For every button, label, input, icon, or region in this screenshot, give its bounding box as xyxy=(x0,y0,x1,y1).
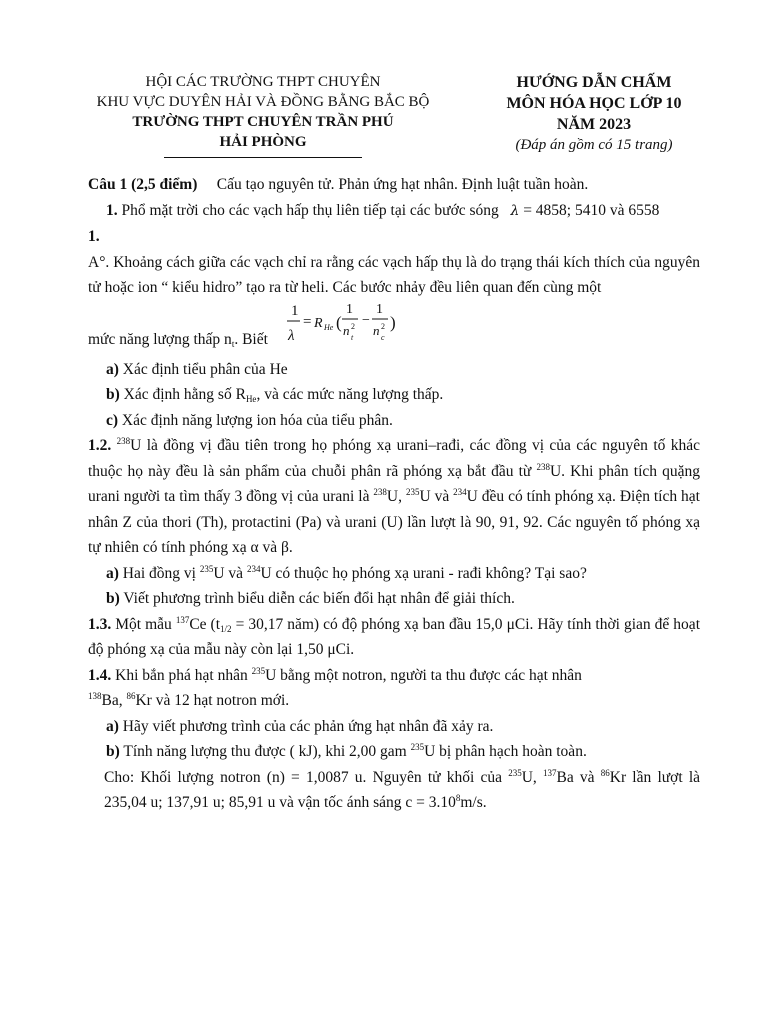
question-1-4-text xyxy=(88,663,700,689)
formula-equals: = xyxy=(303,313,312,330)
sub-item-text: Xác định tiểu phân của He xyxy=(122,360,288,378)
question-1-1-b xyxy=(88,382,700,408)
sub-item-text: Viết phương trình biểu diễn các biến đổi hạt nhân để giải thích. xyxy=(123,590,515,607)
formula-line xyxy=(88,301,700,357)
formula-n-upper: n xyxy=(373,322,380,338)
item-text: U bằng một notron, người ta thu được các hạt nhân xyxy=(265,666,582,684)
sub-item-text: Xác định hằng số R xyxy=(123,386,246,403)
sub-item-label: a) xyxy=(106,564,119,582)
mass-number: 86 xyxy=(600,767,610,778)
city-name: HẢI PHÒNG xyxy=(219,134,307,150)
question-1-4-products xyxy=(88,688,700,714)
item-number: 1. xyxy=(106,201,118,219)
wavelength-values: = 4858; 5410 và 6558 xyxy=(523,201,660,219)
half-life-subscript: 1/2 xyxy=(220,623,232,634)
exponent: 8 xyxy=(455,793,461,803)
subscript-t: t xyxy=(231,339,235,349)
question-1-4-given-data xyxy=(88,765,700,816)
item-number: 1.4. xyxy=(88,666,112,684)
page-count-note: (Đáp án gồm có 15 trang) xyxy=(515,137,673,153)
item-text: U và xyxy=(419,488,450,505)
mass-number: 235 xyxy=(410,742,425,752)
mass-number: 137 xyxy=(175,614,190,625)
mass-number: 235 xyxy=(508,767,522,778)
sub-item-label: a) xyxy=(106,717,119,735)
given-text: Kr lần lượt là 235,04 u; 137,91 u; 85,91 u và vận tốc ánh sáng c = 3.10 xyxy=(104,768,701,811)
item-text: Kr và 12 hạt notron mới. xyxy=(135,692,290,709)
question-1-2-text xyxy=(88,433,700,561)
sub-item-label: c) xyxy=(106,411,119,429)
item-text: U đều có tính phóng xạ. Điện tích hạt nhân Z của thori (Th), protactini (Pa) và urani (U) lần lượt là 90, 91, 92. Các nguyên tố phóng xạ tự nhiên có tính phóng xạ α và β. xyxy=(88,488,700,556)
header-left xyxy=(90,72,436,158)
formula-lead-text xyxy=(88,327,268,353)
school-name: TRƯỜNG THPT CHUYÊN TRẦN PHÚ xyxy=(132,114,394,130)
sub-item-label: b) xyxy=(106,386,120,403)
mass-number: 138 xyxy=(88,691,102,701)
item-number: 1.3. xyxy=(88,615,112,633)
item-text: Ce (t xyxy=(189,615,221,633)
doc-title: HƯỚNG DẪN CHẤM xyxy=(516,74,672,91)
sub-item-label: a) xyxy=(106,360,119,378)
question-1-4-a xyxy=(88,714,700,740)
sub-item-text: U và xyxy=(213,564,244,582)
question-1-4-b xyxy=(88,739,700,765)
given-text-end: m/s. xyxy=(460,794,487,811)
formula-paren-close: ) xyxy=(390,312,396,332)
formula-lead-end: . Biết xyxy=(234,331,268,348)
item-number-repeat: 1. xyxy=(88,228,100,245)
formula-square-1: 2 xyxy=(351,321,355,331)
question-1-2-b xyxy=(88,586,700,612)
sub-item-text: Hai đồng vị xyxy=(122,564,196,582)
header-underline xyxy=(164,157,362,158)
formula-lead-label: mức năng lượng thấp n xyxy=(88,331,232,348)
question-1-1-text: A°. Khoảng cách giữa các vạch chỉ ra rằng các vạch hấp thụ là do trạng thái kích thích của nguyên tử hoặc ion “ kiểu hidro” tạo ra từ heli. Các bước nhảy đều liên quan đến cùng một xyxy=(88,253,700,296)
formula-paren-open: ( xyxy=(336,312,342,332)
mass-number: 137 xyxy=(543,767,557,778)
association-name: HỘI CÁC TRƯỜNG THPT CHUYÊN xyxy=(145,74,381,90)
mass-number: 235 xyxy=(251,665,266,676)
item-text: U, xyxy=(386,488,402,505)
formula-n-lower-sub: t xyxy=(351,332,354,342)
question-1-1-a xyxy=(88,357,700,383)
item-text: Một mẫu xyxy=(115,615,172,633)
item-text: Khi bắn phá hạt nhân xyxy=(115,666,248,684)
formula-one-b: 1 xyxy=(346,301,353,317)
formula-n-upper-sub: c xyxy=(381,332,385,342)
given-text: Cho: Khối lượng notron (n) = 1,0087 u. Nguyên tử khối của xyxy=(104,768,503,786)
sub-item-text: Tính năng lượng thu được ( kJ), khi 2,00 gam xyxy=(123,743,407,760)
subject-title: MÔN HÓA HỌC LỚP 10 xyxy=(506,95,682,112)
formula-one-a: 1 xyxy=(291,302,299,319)
sub-item-label: b) xyxy=(106,743,120,760)
mass-number: 238 xyxy=(373,487,387,497)
item-text: = 30,17 năm) có độ phóng xạ ban đầu 15,0 μCi. Hãy tính thời gian để hoạt độ phóng xạ của mẫu này còn lại 1,50 μCi. xyxy=(88,615,700,658)
formula-one-c: 1 xyxy=(376,301,383,317)
sub-item-text: U có thuộc họ phóng xạ urani - rađi không? Tại sao? xyxy=(260,564,587,582)
given-text: Ba và xyxy=(556,768,595,786)
year-title: NĂM 2023 xyxy=(556,116,632,133)
subscript-he: He xyxy=(245,394,257,404)
formula-lambda: λ xyxy=(288,327,295,344)
item-text: Ba, xyxy=(101,692,123,709)
formula-square-2: 2 xyxy=(381,321,385,331)
formula-R: R xyxy=(314,315,323,331)
lambda-symbol: λ xyxy=(510,202,520,219)
question-1-heading xyxy=(88,172,700,198)
sub-item-text: U bị phân hạch hoàn toàn. xyxy=(424,743,587,760)
mass-number: 235 xyxy=(405,487,420,497)
sub-item-text: Xác định năng lượng ion hóa của tiểu phân. xyxy=(121,411,393,429)
sub-item-text: Hãy viết phương trình của các phản ứng hạt nhân đã xảy ra. xyxy=(122,717,494,735)
item-number: 1.2. xyxy=(88,437,112,454)
sub-item-text-end: , và các mức năng lượng thấp. xyxy=(256,386,444,403)
question-1-2-a xyxy=(88,561,700,587)
mass-number: 234 xyxy=(246,563,261,574)
mass-number: 234 xyxy=(453,487,467,497)
question-1-1-intro xyxy=(88,198,700,225)
mass-number: 235 xyxy=(199,563,214,574)
mass-number: 86 xyxy=(126,691,136,701)
sub-item-label: b) xyxy=(106,590,120,607)
question-1-title: Câu 1 (2,5 điểm) xyxy=(88,176,198,193)
item-text: U. Khi phân tích quặng urani người ta tìm thấy 3 đồng vị của urani là xyxy=(88,462,701,505)
region-name: KHU VỰC DUYÊN HẢI VÀ ĐỒNG BẰNG BẮC BỘ xyxy=(96,94,430,110)
formula-minus: − xyxy=(362,312,370,328)
formula-n-lower: n xyxy=(343,322,350,338)
mass-number: 238 xyxy=(536,461,550,472)
item-text: Phổ mặt trời cho các vạch hấp thụ liên tiếp tại các bước sóng xyxy=(121,201,499,219)
document-body xyxy=(88,172,700,816)
mass-number: 238 xyxy=(116,436,131,446)
rydberg-formula xyxy=(286,299,496,357)
question-1-3-text xyxy=(88,612,700,663)
question-1-topic: Cấu tạo nguyên tử. Phản ứng hạt nhân. Định luật tuần hoàn. xyxy=(216,176,589,193)
header-right xyxy=(494,72,694,156)
item-text: U là đồng vị đầu tiên trong họ phóng xạ urani–rađi, các đồng vị của các nguyên tố khác thuộc họ này đều là sản phẩm của chuỗi phân rã phóng xạ bắt đầu từ xyxy=(88,437,701,480)
given-text: U, xyxy=(521,768,537,786)
question-1-1-c xyxy=(88,408,700,434)
formula-R-subscript: He xyxy=(324,322,334,332)
